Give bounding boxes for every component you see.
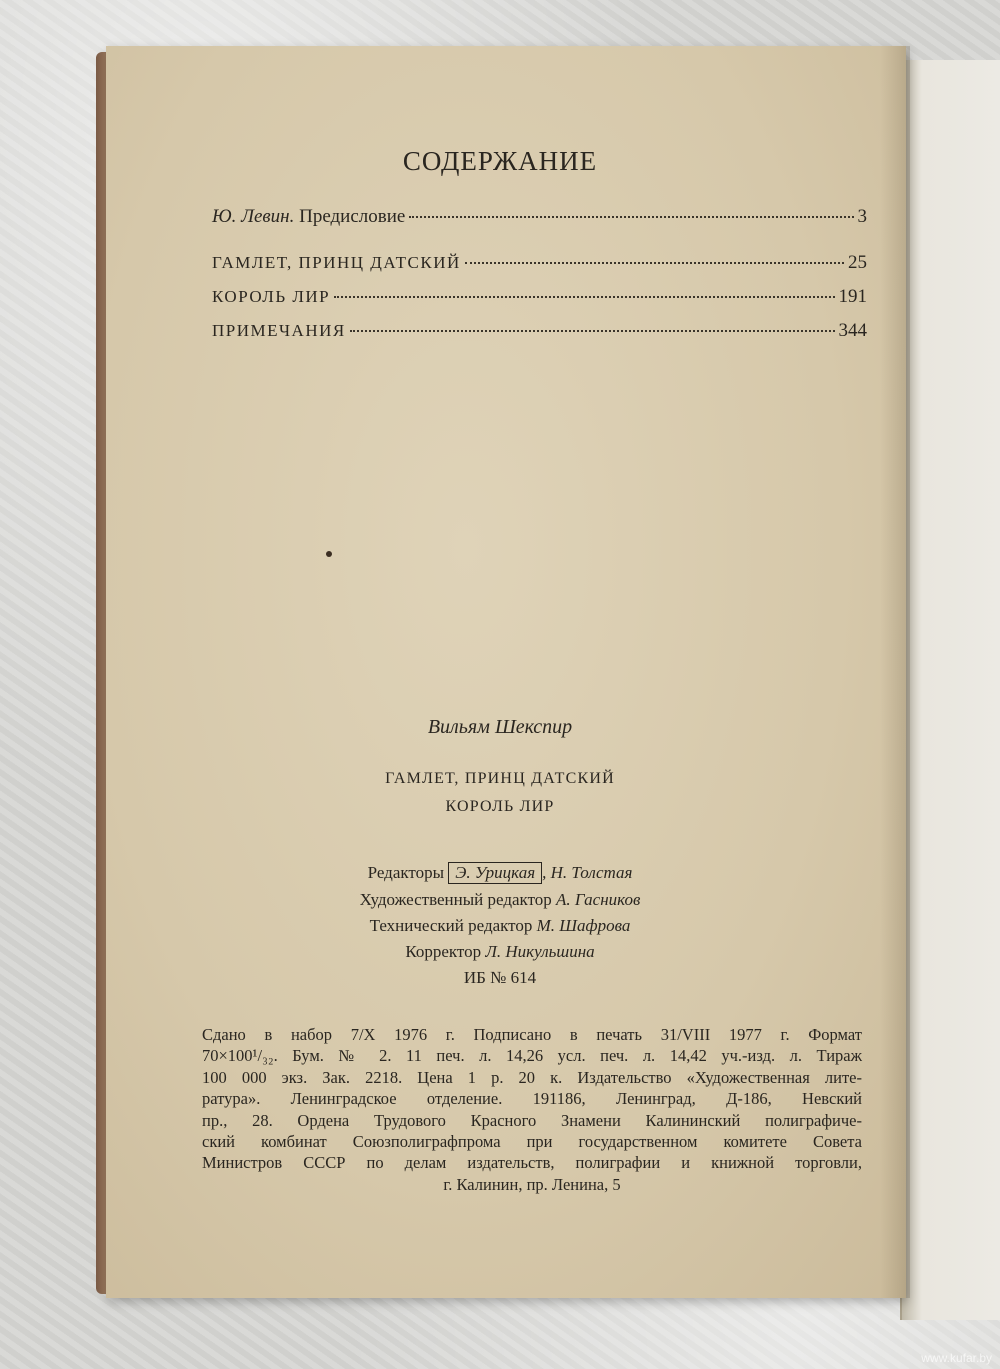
toc-entry-title: Предисловие <box>299 206 406 227</box>
tech-editor-name: М. Шафрова <box>536 916 631 935</box>
colophon-title-1: ГАМЛЕТ, ПРИНЦ ДАТСКИЙ <box>385 770 615 787</box>
credits-art-editor <box>0 890 1000 910</box>
toc-leader-dots <box>465 262 844 264</box>
toc-entry-hamlet <box>212 252 867 274</box>
toc-entry-label <box>212 206 405 228</box>
toc-entry-title: КОРОЛЬ ЛИР <box>212 287 331 306</box>
proofreader-label: Корректор <box>405 942 482 961</box>
imprint-line: ратура». Ленинградское отделение. 191186, Ленинград, Д-186, Невский <box>202 1089 862 1109</box>
toc-entry-page: 25 <box>848 252 867 273</box>
paper-speck <box>326 551 332 557</box>
facing-page <box>900 60 1000 1320</box>
colophon-title-2: КОРОЛЬ ЛИР <box>445 798 555 815</box>
colophon-author: Вильям Шекспир <box>427 716 573 738</box>
toc-entry-preface <box>212 206 867 228</box>
imprint-line: 100 000 экз. Зак. 2218. Цена 1 р. 20 к. Издательство «Художественная лите- <box>202 1067 862 1087</box>
art-editor-label: Художественный редактор <box>359 890 552 909</box>
toc-entry-page: 191 <box>838 286 867 307</box>
imprint-line: ский комбинат Союзполиграфпрома при государственном комитете Совета <box>202 1132 862 1152</box>
imprint-line: Министров СССР по делам издательств, полиграфии и книжной торговли, <box>202 1153 862 1173</box>
ib-number: ИБ № 614 <box>463 968 537 987</box>
tech-editor-label: Технический редактор <box>369 916 533 935</box>
toc-title: СОДЕРЖАНИЕ <box>402 146 598 176</box>
imprint-line: пр., 28. Ордена Трудового Красного Знамени Калининский полиграфиче- <box>202 1110 862 1130</box>
toc-entry-page: 344 <box>838 320 867 341</box>
editor-boxed: Э. Урицкая <box>448 862 542 884</box>
imprint-line: г. Калинин, пр. Ленина, 5 <box>443 1174 621 1194</box>
editors-label: Редакторы <box>367 863 445 882</box>
credits-tech-editor <box>0 916 1000 936</box>
toc-entry-page: 3 <box>857 206 867 227</box>
watermark: www.kufar.by <box>921 1351 992 1365</box>
imprint-line: 70×100¹/₃₂. Бум. № 2. 11 печ. л. 14,26 усл. печ. л. 14,42 уч.-изд. л. Тираж <box>202 1046 862 1066</box>
proofreader-name: Л. Никульшина <box>485 942 595 961</box>
art-editor-name: А. Гасников <box>556 890 641 909</box>
toc-entry-title: ПРИМЕЧАНИЯ <box>212 321 346 340</box>
toc-entry-notes <box>212 320 867 342</box>
credits-editors <box>0 862 1000 884</box>
credits-proofreader <box>0 942 1000 962</box>
imprint-block <box>202 1024 862 1195</box>
toc-leader-dots <box>409 216 853 218</box>
toc-entry-title: ГАМЛЕТ, ПРИНЦ ДАТСКИЙ <box>212 253 461 272</box>
toc-leader-dots <box>350 330 835 332</box>
spine-shadow <box>880 46 910 1298</box>
toc-entry-author: Ю. Левин. <box>212 206 295 227</box>
toc-entry-lear <box>212 286 867 308</box>
editor-second: , Н. Толстая <box>542 863 633 882</box>
imprint-line: Сдано в набор 7/Х 1976 г. Подписано в печать 31/VIII 1977 г. Формат <box>202 1025 862 1044</box>
toc-leader-dots <box>334 296 834 298</box>
